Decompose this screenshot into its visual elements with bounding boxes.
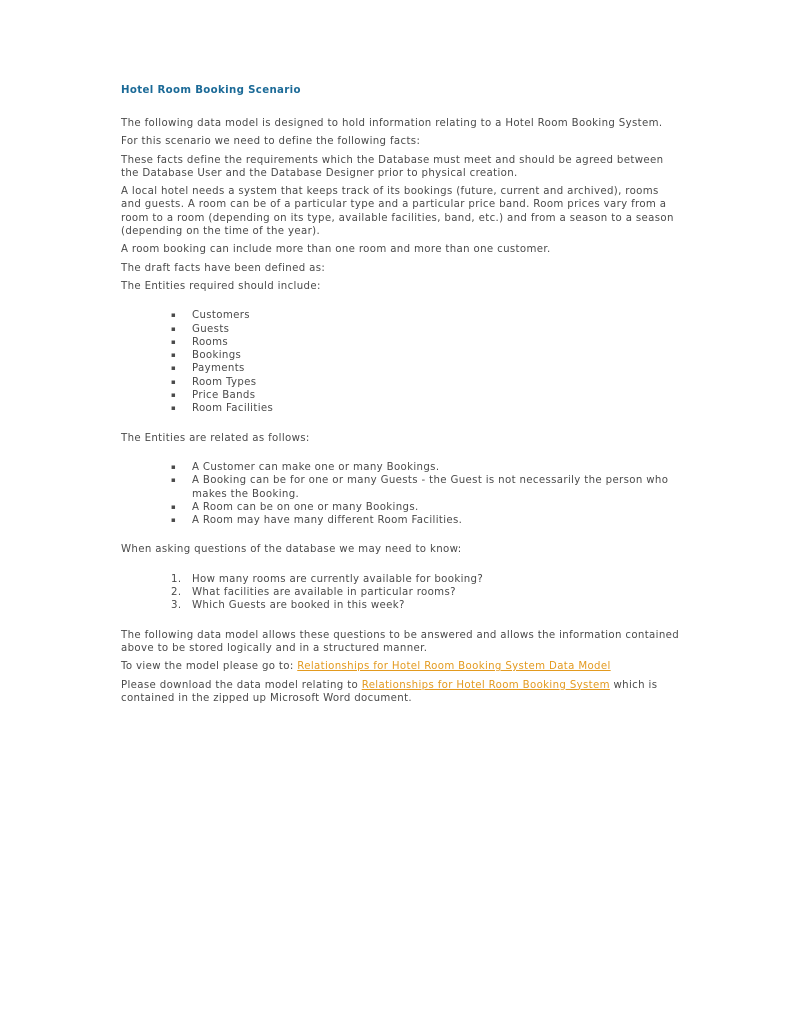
relation-text: A Room may have many different Room Facilities. bbox=[192, 515, 463, 527]
view-model-paragraph bbox=[121, 660, 681, 673]
entity-label: Customers bbox=[192, 310, 250, 322]
intro-paragraph-6: The draft facts have been defined as: bbox=[121, 262, 326, 274]
intro-paragraph-7: The Entities required should include: bbox=[121, 280, 321, 292]
document-title: Hotel Room Booking Scenario bbox=[121, 85, 301, 96]
relations-intro: The Entities are related as follows: bbox=[121, 432, 310, 444]
data-model-link[interactable]: Relationships for Hotel Room Booking System Data Model bbox=[297, 661, 611, 673]
list-item bbox=[171, 514, 681, 527]
list-item bbox=[171, 402, 681, 415]
bullet-icon: ▪ bbox=[171, 502, 177, 511]
bullet-icon: ▪ bbox=[171, 476, 177, 485]
list-item bbox=[171, 461, 681, 474]
relations-list bbox=[171, 461, 681, 527]
bullet-icon: ▪ bbox=[171, 364, 177, 373]
entities-list bbox=[171, 309, 681, 415]
list-item bbox=[171, 376, 681, 389]
intro-paragraph-4: A local hotel needs a system that keeps track of its bookings (future, current and archived), rooms and guests. A room can be of a particular type and a particular price band. Room prices vary from a room to a room (depending on its type, available facilities, band, etc.) and from a season to a season (depending on the time of the year). bbox=[121, 186, 674, 238]
bullet-icon: ▪ bbox=[171, 377, 177, 386]
intro-paragraph-5: A room booking can include more than one room and more than one customer. bbox=[121, 244, 551, 256]
list-item bbox=[171, 389, 681, 402]
list-item bbox=[171, 474, 681, 501]
question-number: 3. bbox=[171, 600, 182, 612]
list-item bbox=[171, 573, 681, 586]
download-paragraph bbox=[121, 679, 681, 706]
question-number: 1. bbox=[171, 573, 182, 585]
intro-paragraph-1: The following data model is designed to hold information relating to a Hotel Room Booking System. bbox=[121, 118, 663, 129]
list-item bbox=[171, 323, 681, 336]
list-item bbox=[171, 336, 681, 349]
intro-paragraph-3: These facts define the requirements which the Database must meet and should be agreed between the Database User and the Database Designer prior to physical creation. bbox=[121, 154, 664, 179]
entity-label: Bookings bbox=[192, 350, 242, 362]
list-item bbox=[171, 599, 681, 612]
bullet-icon: ▪ bbox=[171, 351, 177, 360]
entity-label: Guests bbox=[192, 323, 230, 335]
question-text: How many rooms are currently available for booking? bbox=[192, 573, 484, 585]
list-item bbox=[171, 501, 681, 514]
bullet-icon: ▪ bbox=[171, 391, 177, 400]
relation-text: A Booking can be for one or many Guests - the Guest is not necessarily the person who makes the Booking. bbox=[192, 475, 669, 500]
relation-text: A Customer can make one or many Bookings. bbox=[192, 461, 440, 473]
list-item bbox=[171, 586, 681, 599]
entity-label: Room Facilities bbox=[192, 403, 274, 415]
list-item bbox=[171, 349, 681, 362]
question-text: Which Guests are booked in this week? bbox=[192, 600, 405, 612]
entity-label: Room Types bbox=[192, 376, 257, 388]
entity-label: Payments bbox=[192, 363, 245, 375]
relationships-link[interactable]: Relationships for Hotel Room Booking System bbox=[361, 679, 610, 691]
question-number: 2. bbox=[171, 587, 182, 599]
entity-label: Rooms bbox=[192, 336, 229, 348]
bullet-icon: ▪ bbox=[171, 324, 177, 333]
entity-label: Price Bands bbox=[192, 390, 256, 402]
bullet-icon: ▪ bbox=[171, 337, 177, 346]
bullet-icon: ▪ bbox=[171, 311, 177, 320]
view-model-prefix: To view the model please go to: bbox=[121, 661, 298, 673]
bullet-icon: ▪ bbox=[171, 462, 177, 471]
question-text: What facilities are available in particular rooms? bbox=[192, 587, 456, 599]
list-item bbox=[171, 362, 681, 375]
closing-paragraph: The following data model allows these questions to be answered and allows the information contained above to be stored logically and in a structured manner. bbox=[121, 629, 680, 654]
list-item bbox=[171, 309, 681, 322]
relation-text: A Room can be on one or many Bookings. bbox=[192, 501, 419, 513]
download-suffix: which is contained in the zipped up Microsoft Word document. bbox=[121, 679, 658, 704]
questions-intro: When asking questions of the database we may need to know: bbox=[121, 544, 462, 556]
bullet-icon: ▪ bbox=[171, 404, 177, 413]
intro-paragraph-2: For this scenario we need to define the following facts: bbox=[121, 136, 421, 148]
bullet-icon: ▪ bbox=[171, 516, 177, 525]
document-page bbox=[121, 84, 681, 710]
questions-list bbox=[171, 573, 681, 613]
download-prefix: Please download the data model relating to bbox=[121, 679, 362, 691]
